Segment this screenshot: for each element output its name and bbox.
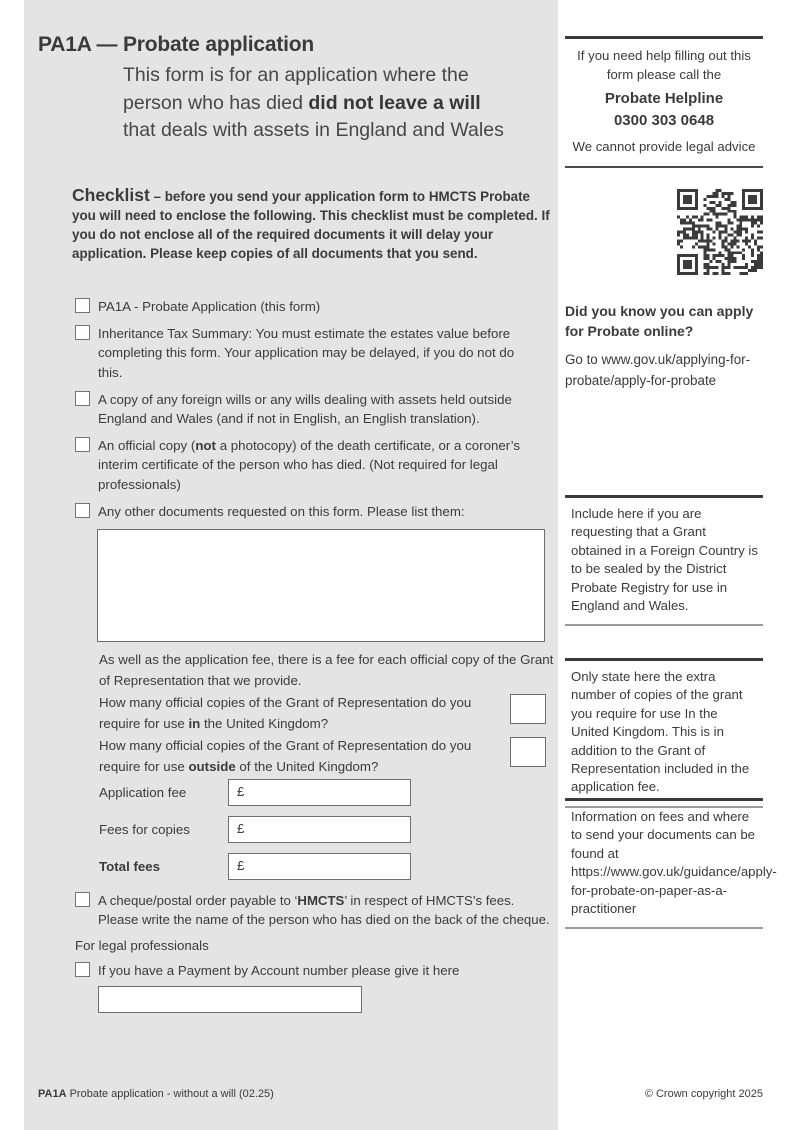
checkbox-other-documents[interactable] <box>75 503 90 518</box>
checklist-items <box>75 297 542 642</box>
subtitle-line-1: This form is for an application where the <box>123 64 469 86</box>
qr-code-icon <box>677 189 763 275</box>
checklist-item-label: Inheritance Tax Summary: You must estimate the estates value before completing this form. Your application may be delayed, if you do not do this. <box>98 326 515 380</box>
total-fees-input[interactable] <box>228 853 411 880</box>
helpline-intro: If you need help filling out this form please call the <box>577 48 751 82</box>
pba-item <box>75 961 545 980</box>
checklist-heading-title: Checklist <box>72 185 150 205</box>
apply-online-url: Go to www.gov.uk/applying-for-probate/apply-for-probate <box>565 352 751 388</box>
total-fees-label: Total fees <box>99 859 161 874</box>
checkbox-pba[interactable] <box>75 962 90 977</box>
subtitle-line-2: person who has died did not leave a will <box>123 91 481 114</box>
checklist-heading <box>72 186 550 263</box>
checkbox-death-certificate[interactable] <box>75 437 90 452</box>
fees-intro: As well as the application fee, there is a fee for each official copy of the Grant of Representation that we provide. <box>99 652 554 688</box>
crown-copyright: © Crown copyright 2025 <box>644 1088 763 1100</box>
pound-symbol: £ <box>237 858 245 873</box>
checklist-item-label: A copy of any foreign wills or any wills dealing with assets held outside England and Wales (and if not in English, an English translation). <box>98 391 512 427</box>
copies-outside-uk-input[interactable] <box>510 737 546 767</box>
pba-number-input[interactable] <box>98 986 362 1013</box>
legal-professionals-heading: For legal professionals <box>75 938 209 953</box>
checkbox-foreign-wills[interactable] <box>75 391 90 406</box>
checklist-item-label: PA1A - Probate Application (this form) <box>98 299 321 314</box>
checkbox-iht[interactable] <box>75 325 90 340</box>
apply-online-heading: Did you know you can apply for Probate online? <box>565 303 754 339</box>
application-fee-input[interactable] <box>228 779 411 806</box>
checklist-item-death-certificate <box>75 436 542 494</box>
pound-symbol: £ <box>237 784 245 799</box>
application-fee-label: Application fee <box>99 785 187 800</box>
form-subtitle <box>123 62 563 145</box>
helpline-disclaimer: We cannot provide legal advice <box>572 139 756 154</box>
checkbox-pa1a[interactable] <box>75 298 90 313</box>
copies-outside-uk-question: How many official copies of the Grant of Representation do you require for use outside of the United Kingdom? <box>99 738 472 774</box>
side-note-fees-info: Information on fees and where to send your documents can be found at https://www.gov.uk/guidance/apply-for-probate-on-paper-as-a-practitioner <box>565 798 763 929</box>
pba-item-label: If you have a Payment by Account number please give it here <box>98 963 460 978</box>
apply-online-box <box>565 302 763 391</box>
subtitle-line-3: that deals with assets in England and Wales <box>123 119 504 141</box>
checklist-item-foreign-wills <box>75 390 542 428</box>
helpline-box <box>565 36 763 168</box>
cheque-item <box>75 891 557 929</box>
checkbox-cheque[interactable] <box>75 892 90 907</box>
side-note-foreign-grant: Include here if you are requesting that a Grant obtained in a Foreign Country is to be sealed by the District Probate Registry for use in England and Wales. <box>565 495 763 626</box>
helpline-name: Probate Helpline <box>604 90 724 107</box>
fees-for-copies-label: Fees for copies <box>99 822 190 837</box>
side-note-extra-copies: Only state here the extra number of copies of the grant you require for use In the United Kingdom. This is in addition to the Grant of Representation included in the application fee. <box>565 658 763 808</box>
checklist-item-label: Any other documents requested on this form. Please list them: <box>98 503 465 519</box>
pound-symbol: £ <box>237 821 245 836</box>
helpline-number: 0300 303 0648 <box>613 112 715 129</box>
main-panel <box>24 0 558 1130</box>
fees-for-copies-input[interactable] <box>228 816 411 843</box>
footer-form-code: PA1A <box>38 1088 67 1100</box>
footer-form-reference: PA1A Probate application - without a will (02.25) <box>38 1088 274 1100</box>
form-title: PA1A — Probate application <box>38 33 315 56</box>
copies-uk-input[interactable] <box>510 694 546 724</box>
checklist-item-iht <box>75 324 542 382</box>
checklist-item-label: An official copy (not a photocopy) of the death certificate, or a coroner’s interim certificate of the person who has died. (Not required for legal professionals) <box>98 438 521 492</box>
cheque-item-label: A cheque/postal order payable to ‘HMCTS’ in respect of HMCTS’s fees. Please write the name of the person who has died on the back of the cheque. <box>98 893 550 928</box>
copies-uk-question: How many official copies of the Grant of Representation do you require for use in the United Kingdom? <box>99 695 472 731</box>
checklist-item-other-documents <box>75 502 542 521</box>
checklist-heading-body: – before you send your application form to HMCTS Probate you will need to enclose the following. This checklist must be completed. If you do not enclose all of the required documents it will delay your application. Please keep copies of all documents that you send. <box>72 189 550 261</box>
checklist-item-pa1a <box>75 297 542 316</box>
other-documents-input[interactable] <box>97 529 545 642</box>
